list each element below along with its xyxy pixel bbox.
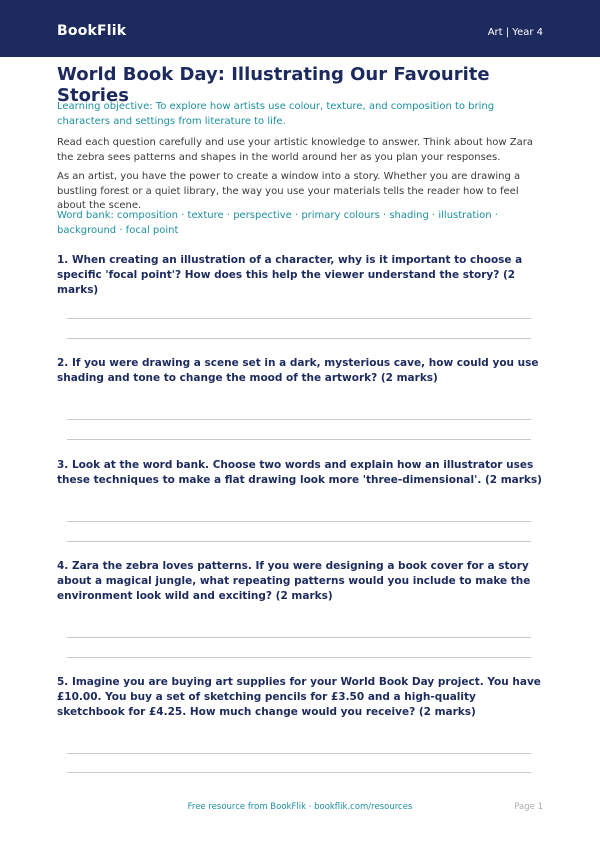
intro-paragraph-2: As an artist, you have the power to create a window into a story. Whether you are drawing a bustling forest or a quiet library, the way you use your materials tells the reader how to feel about the scene. xyxy=(57,171,521,211)
question-4: 4. Zara the zebra loves patterns. If you were designing a book cover for a story about a magical jungle, what repeating patterns would you include to make the environment look wild and exciting? (2 marks) xyxy=(57,560,531,602)
question-2: 2. If you were drawing a scene set in a dark, mysterious cave, how could you use shading and tone to change the mood of the artwork? (2 marks) xyxy=(57,357,539,384)
answer-line[interactable] xyxy=(67,753,531,754)
header-bar xyxy=(0,0,600,57)
answer-line[interactable] xyxy=(67,419,531,420)
word-bank: Word bank: composition · texture · perspective · primary colours · shading · illustration · background · focal point xyxy=(57,210,498,236)
answer-line[interactable] xyxy=(67,318,531,319)
intro-paragraph-1: Read each question carefully and use your artistic knowledge to answer. Think about how Zara the zebra sees patterns and shapes in the world around her as you plan your responses. xyxy=(57,137,533,163)
answer-line[interactable] xyxy=(67,772,531,773)
answer-line[interactable] xyxy=(67,338,531,339)
subject-year-label: Art | Year 4 xyxy=(487,27,543,38)
footer-link[interactable]: Free resource from BookFlik · bookflik.com/resources xyxy=(187,802,413,812)
page-number: Page 1 xyxy=(514,802,543,812)
question-1: 1. When creating an illustration of a character, why is it important to choose a specific 'focal point'? How does this help the viewer understand the story? (2 marks) xyxy=(57,254,523,296)
question-3: 3. Look at the word bank. Choose two words and explain how an illustrator uses these techniques to make a flat drawing look more 'three-dimensional'. (2 marks) xyxy=(57,459,542,486)
answer-line[interactable] xyxy=(67,657,531,658)
answer-line[interactable] xyxy=(67,637,531,638)
question-5: 5. Imagine you are buying art supplies for your World Book Day project. You have £10.00. You buy a set of sketching pencils for £3.50 and a high-quality sketchbook for £4.25. How much change would you receive? (2 marks) xyxy=(57,676,541,718)
brand-logo: BookFlik xyxy=(57,23,127,39)
learning-objective: Learning objective: To explore how artists use colour, texture, and composition to bring characters and settings from literature to life. xyxy=(57,101,495,127)
answer-line[interactable] xyxy=(67,521,531,522)
answer-line[interactable] xyxy=(67,439,531,440)
answer-line[interactable] xyxy=(67,541,531,542)
page-title: World Book Day: Illustrating Our Favourite Stories xyxy=(57,64,490,106)
